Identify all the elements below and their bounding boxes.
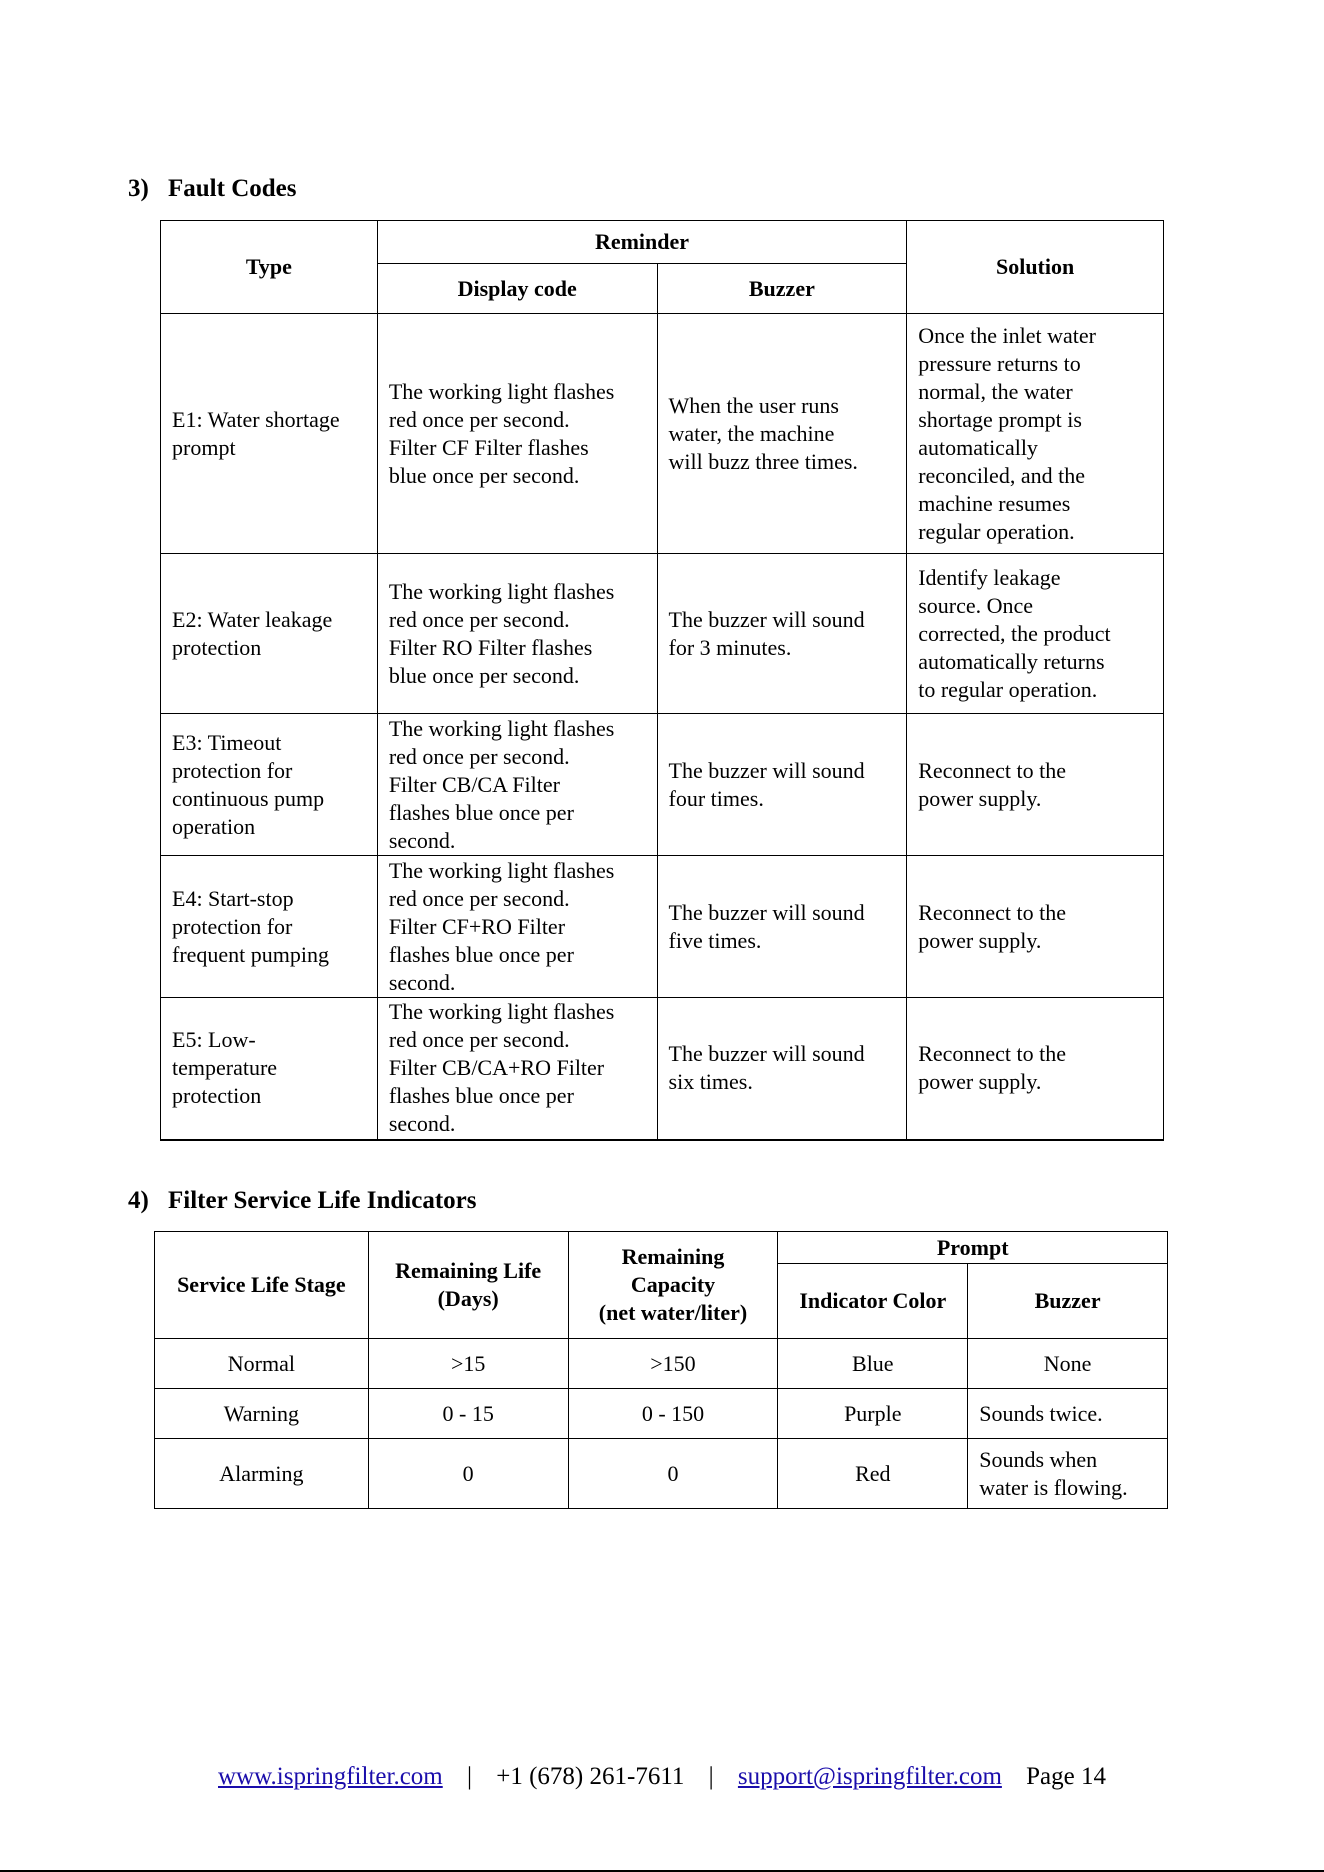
fault-display: The working light flashes red once per second. Filter CB/CA Filter flashes blue once per second. xyxy=(377,714,657,856)
table-row xyxy=(161,554,1164,714)
table-row xyxy=(161,998,1164,1140)
header-stage: Service Life Stage xyxy=(155,1232,369,1339)
life-stage: Normal xyxy=(155,1339,369,1389)
fault-codes-table xyxy=(160,220,1164,1141)
table-row xyxy=(161,714,1164,856)
life-days: 0 xyxy=(368,1439,568,1509)
life-days: >15 xyxy=(368,1339,568,1389)
fault-buzzer: The buzzer will sound five times. xyxy=(657,856,907,998)
fault-solution: Identify leakage source. Once corrected, the product automatically returns to regular operation. xyxy=(907,554,1164,714)
header-solution: Solution xyxy=(907,221,1164,314)
fault-display: The working light flashes red once per second. Filter CF Filter flashes blue once per second. xyxy=(377,314,657,554)
fault-type: E1: Water shortage prompt xyxy=(161,314,378,554)
fault-buzzer: The buzzer will sound six times. xyxy=(657,998,907,1140)
section-number: 4) xyxy=(128,1187,149,1214)
footer-separator: | xyxy=(708,1763,714,1790)
header-reminder: Reminder xyxy=(377,221,906,264)
table-header-row xyxy=(161,221,1164,264)
fault-buzzer: The buzzer will sound four times. xyxy=(657,714,907,856)
fault-solution: Reconnect to the power supply. xyxy=(907,856,1164,998)
life-color: Red xyxy=(778,1439,968,1509)
table-row xyxy=(155,1389,1168,1439)
table-row xyxy=(161,856,1164,998)
fault-type: E3: Timeout protection for continuous pump operation xyxy=(161,714,378,856)
section-title: Filter Service Life Indicators xyxy=(168,1187,477,1214)
header-indicator-color: Indicator Color xyxy=(778,1264,968,1339)
life-capacity: 0 xyxy=(568,1439,778,1509)
filter-life-table xyxy=(154,1231,1168,1509)
fault-display: The working light flashes red once per second. Filter RO Filter flashes blue once per second. xyxy=(377,554,657,714)
fault-solution: Once the inlet water pressure returns to normal, the water shortage prompt is automatically reconciled, and the machine resumes regular operation. xyxy=(907,314,1164,554)
table-header-row xyxy=(155,1232,1168,1264)
fault-display: The working light flashes red once per second. Filter CB/CA+RO Filter flashes blue once per second. xyxy=(377,998,657,1140)
fault-type: E2: Water leakage protection xyxy=(161,554,378,714)
life-stage: Alarming xyxy=(155,1439,369,1509)
life-stage: Warning xyxy=(155,1389,369,1439)
fault-solution: Reconnect to the power supply. xyxy=(907,714,1164,856)
fault-codes-heading xyxy=(128,174,296,204)
table-row xyxy=(155,1339,1168,1389)
life-capacity: >150 xyxy=(568,1339,778,1389)
fault-buzzer: When the user runs water, the machine will buzz three times. xyxy=(657,314,907,554)
phone-number: +1 (678) 261-7611 xyxy=(496,1763,685,1790)
life-buzzer: Sounds when water is flowing. xyxy=(968,1439,1168,1509)
table-row xyxy=(161,314,1164,554)
filter-life-heading xyxy=(128,1186,476,1216)
life-days: 0 - 15 xyxy=(368,1389,568,1439)
header-prompt: Prompt xyxy=(778,1232,1168,1264)
header-buzzer: Buzzer xyxy=(657,264,907,314)
email-link[interactable]: support@ispringfilter.com xyxy=(737,1763,1002,1790)
life-buzzer: Sounds twice. xyxy=(968,1389,1168,1439)
life-buzzer: None xyxy=(968,1339,1168,1389)
header-buzzer: Buzzer xyxy=(968,1264,1168,1339)
section-number: 3) xyxy=(128,175,149,202)
section-title: Fault Codes xyxy=(168,175,297,202)
life-color: Blue xyxy=(778,1339,968,1389)
header-display-code: Display code xyxy=(377,264,657,314)
fault-buzzer: The buzzer will sound for 3 minutes. xyxy=(657,554,907,714)
footer-separator: | xyxy=(466,1763,472,1790)
website-link[interactable]: www.ispringfilter.com xyxy=(218,1763,443,1790)
header-capacity: Remaining Capacity (net water/liter) xyxy=(568,1232,778,1339)
fault-display: The working light flashes red once per second. Filter CF+RO Filter flashes blue once per second. xyxy=(377,856,657,998)
fault-type: E5: Low- temperature protection xyxy=(161,998,378,1140)
page-number: Page 14 xyxy=(1026,1763,1106,1790)
header-type: Type xyxy=(161,221,378,314)
fault-solution: Reconnect to the power supply. xyxy=(907,998,1164,1140)
header-days: Remaining Life (Days) xyxy=(368,1232,568,1339)
table-row xyxy=(155,1439,1168,1509)
life-color: Purple xyxy=(778,1389,968,1439)
life-capacity: 0 - 150 xyxy=(568,1389,778,1439)
page-footer xyxy=(0,1762,1324,1792)
fault-type: E4: Start-stop protection for frequent pumping xyxy=(161,856,378,998)
